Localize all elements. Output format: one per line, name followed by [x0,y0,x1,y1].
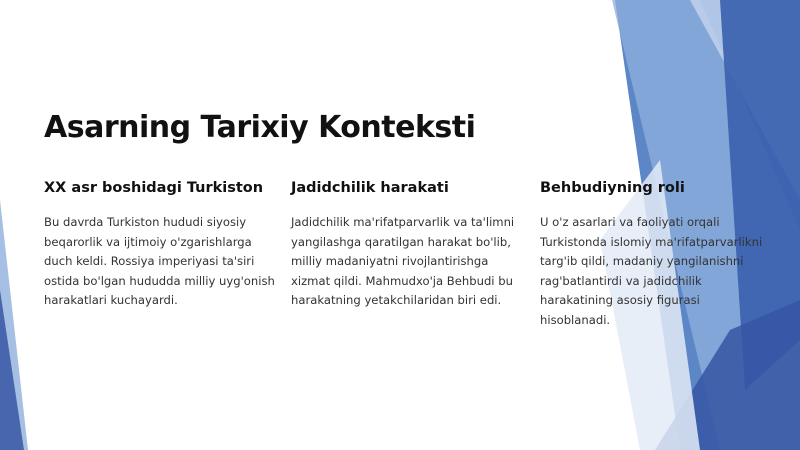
column-behbudiy [540,180,772,330]
column-text: Bu davrda Turkiston hududi siyosiy beqarorlik va ijtimoiy o'zgarishlarga duch keldi. Rossiya imperiyasi ta'siri ostida bo'lgan hududda milliy uyg'onish harakatlari kuchayardi. [44,215,275,307]
column-jadidchilik [291,180,523,311]
column-turkiston [44,180,276,311]
column-text: Jadidchilik ma'rifatparvarlik va ta'limni yangilashga qaratilgan harakat bo'lib, milliy madaniyatni rivojlantirishga xizmat qildi. Mahmudxo'ja Behbudi bu harakatning yetakchilaridan biri edi. [291,215,515,307]
column-heading: XX asr boshidagi Turkiston [44,180,264,196]
slide-title: Asarning Tarixiy Konteksti [44,110,476,145]
column-heading: Behbudiyning roli [540,180,685,196]
column-heading: Jadidchilik harakati [291,180,449,196]
column-text: U o'z asarlari va faoliyati orqali Turkistonda islomiy ma'rifatparvarlikni targ'ib qildi, madaniy yangilanishni rag'batlantirdi va jadidchilik harakatining asosiy figurasi hisoblanadi. [540,215,763,327]
